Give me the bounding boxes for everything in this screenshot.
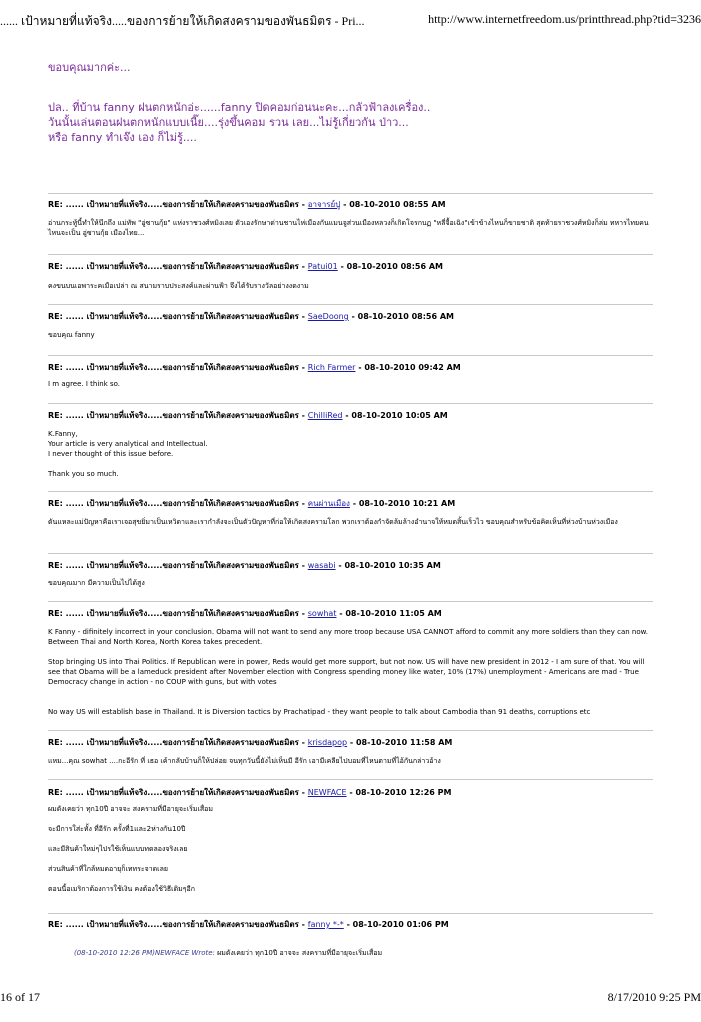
post-body [48,804,653,894]
post-body [48,218,653,238]
post-spacer [48,687,653,697]
post-thread-title: RE: ...... เป้าหมายที่แท้จริง.....ของการย้ายให้เกิดสงครามของพันธมิตร - [48,561,308,570]
post-author-link[interactable]: คนผ่านเมือง [307,499,350,508]
post-title [48,786,653,799]
page-title: ...... เป้าหมายที่แท้จริง.....ของการย้ายให้เกิดสงครามของพันธมิตร - Pri... [0,14,365,28]
post-text: จะมีการใส่ะทั้ง ที่อีรัก ครั้งที่1และ2ห่างกัน10ปี [48,825,186,833]
print-header [0,12,701,28]
post-body [48,756,653,766]
post-thread-title: RE: ...... เป้าหมายที่แท้จริง.....ของการย้ายให้เกิดสงครามของพันธมิตร - [48,609,308,618]
post-title [48,260,653,273]
post-text: แหม...คุณ sowhat ....กะอีรัก ที่ เธอ เค้ากลับบ้านก็ให้ปล่อย จนทุกวันนี้ยังไม่เห็นมี อีรัก เอามีเคลียไปบอมที่ไหนตามที่ไอ้กันกล่าวอ้าง [48,757,441,765]
quote-text: ผมดังเคยว่า ทุก10ปี อาจจะ สงครามที่มีอายุจะเริ่มเสื่อม [217,949,383,957]
post-date: - 08-10-2010 10:35 AM [335,561,441,570]
post-text: อ่านกระทู้นี้ทำให้นึกถึง แม่ทัพ "อู่ซานกุ้ย" แห่งราชวงศ์หมิงเลย ตัวเองรักษาด่านชานไห่เมืองกันแมนจูส่วนเมืองหลวงก็เกิดโจรกบฏ "หลี่จื้อเฉิง"เข้าข้างไหนก็ขายชาติ สุดท้ายราชวงศ์หมิงก็ล่ม ทหารไทยคนไหนจะเป็น อู่ซานกุ้ย เมืองไทย... [48,219,649,237]
post-title [48,736,653,749]
post-spacer [48,647,653,657]
post-divider [48,553,653,554]
post-body [48,578,653,588]
post-body [48,429,653,479]
post-author-link[interactable]: fanny *-* [307,920,344,929]
post-date: - 08-10-2010 10:05 AM [342,411,448,420]
post-divider [48,403,653,404]
post-text: Your article is very analytical and Intellectual. [48,440,208,448]
post-title [48,559,653,572]
post-thread-title: RE: ...... เป้าหมายที่แท้จริง.....ของการย้ายให้เกิดสงครามของพันธมิตร - [48,312,308,321]
page-number: 16 of 17 [0,990,40,1004]
post-divider [48,730,653,731]
post-thread-title: RE: ...... เป้าหมายที่แท้จริง.....ของการย้ายให้เกิดสงครามของพันธมิตร - [48,363,308,372]
post-text: No way US will establish base in Thailand. It is Diversion tactics by Prachatipad - they want people to talk about Cambodia than 91 deaths, corruptions etc [48,708,591,716]
post-author-link[interactable]: Patui01 [307,262,338,271]
post-title [48,198,653,211]
post-spacer [48,874,653,884]
post-thread-title: RE: ...... เป้าหมายที่แท้จริง.....ของการย้ายให้เกิดสงครามของพันธมิตร - [48,200,308,209]
post-body [48,627,653,717]
post-title [48,918,653,931]
post-author-link[interactable]: ChilliRed [307,411,343,420]
post-author-link[interactable]: Rich Farmer [307,363,356,372]
post-date: - 08-10-2010 12:26 PM [346,788,452,797]
post-divider [48,355,653,356]
post-body [48,517,653,527]
post-divider [48,193,653,194]
intro-thanks: ขอบคุณมากค่ะ... [48,61,131,74]
post-title [48,310,653,323]
post-date: - 08-10-2010 08:56 AM [348,312,454,321]
post-thread-title: RE: ...... เป้าหมายที่แท้จริง.....ของการย้ายให้เกิดสงครามของพันธมิตร - [48,920,308,929]
post-quote [74,948,654,959]
post-divider [48,601,653,602]
post-text: K.Fanny, [48,430,78,438]
post-divider [48,913,653,914]
post-date: - 08-10-2010 10:21 AM [349,499,456,508]
post-text: ดันแหละแม่ปัญหาคือเราเจอสุขยิ่มาเป็นเหวิดาและเรากำลังจะเป็นตัวปัญหาที่ก่อให้เกิดสงครามโลก พวกเราต้องกำจัดล้มล้างอำนาจให้หมดสิ้นเร็วไว ขอบคุณสำหรับข้อคิดเห็นที่ห่วงบ้านห่วงเมือง [48,518,618,526]
post-body [48,379,653,389]
post-author-link[interactable]: อาจารย์ปู [307,200,341,209]
post-text: ผมดังเคยว่า ทุก10ปี อาจจะ สงครามที่มีอายุจะเริ่มเสื่อม [48,805,213,813]
print-datetime: 8/17/2010 9:25 PM [607,990,701,1004]
post-text: ขอบคุณ fanny [48,331,95,339]
post-thread-title: RE: ...... เป้าหมายที่แท้จริง.....ของการย้ายให้เกิดสงครามของพันธมิตร - [48,738,308,747]
post-author-link[interactable]: wasabi [307,561,336,570]
post-author-link[interactable]: NEWFACE [307,788,347,797]
post-author-link[interactable]: krisdapop [307,738,348,747]
post-text: คงขนบนเอพาระคเมือเปล่า ณ สนามราบประสงค์และผ่านฟ้า จึงได้รับรางวัลอย่างงดงาม [48,282,309,290]
post-title [48,409,653,422]
post-author-link[interactable]: SaeDoong [307,312,349,321]
page-url: http://www.internetfreedom.us/printthread.php?tid=3236 [428,12,701,26]
post-text: และมีสินค้าใหม่ๆไปรใช้เห็นแบบทดลองจริงเลย [48,845,188,853]
post-text: I m agree. I think so. [48,380,121,388]
post-text: ขอบคุณมาก มีความเป็นไปได้สูง [48,579,145,587]
intro-line-4: หรือ fanny ทำเจ๊ง เอง ก็ไม่รู้.... [48,131,197,144]
post-divider [48,779,653,780]
post-title [48,361,653,374]
post-divider [48,254,653,255]
post-text: ตอนนี้อเมริกาต้องการใช้เงิน คงต้องใช้วิธีเดิมๆอีก [48,885,195,893]
intro-line-3: วันนั้นเล่นตอนฝนตกหนักแบบเนี๊ย....รุ่งขึ้นคอม รวน เลย...ไม่รู้เกี่ยวกัน ป่าว... [48,116,409,129]
print-footer [0,990,701,1006]
post-text: I never thought of this issue before. [48,450,174,458]
post-spacer [48,459,653,469]
post-title [48,607,653,620]
post-text: ส่วนสินค้าที่ใกล้หมดอายุก็เททระจาดเลย [48,865,168,873]
post-spacer [48,834,653,844]
intro-line-2: ปล.. ที่บ้าน fanny ฝนตกหนักอ่ะ......fanny ปิดคอมก่อนนะคะ...กลัวฟ้าลงเครื่อง.. [48,101,431,114]
post-text: Thank you so much. [48,470,119,478]
quote-header: (08-10-2010 12:26 PM)NEWFACE Wrote: [74,949,215,957]
post-date: - 08-10-2010 08:55 AM [340,200,446,209]
post-date: - 08-10-2010 11:05 AM [336,609,442,618]
post-spacer [48,854,653,864]
post-thread-title: RE: ...... เป้าหมายที่แท้จริง.....ของการย้ายให้เกิดสงครามของพันธมิตร - [48,411,308,420]
post-thread-title: RE: ...... เป้าหมายที่แท้จริง.....ของการย้ายให้เกิดสงครามของพันธมิตร - [48,262,308,271]
post-text: Stop bringing US into Thai Politics. If Republican were in power, Reds would get more support, but not now. US will have new president in 2012 - I am sure of that. You will see that Obama will be a lameduck president after November election with Congress spending money like water, 10% (17%) unemployment - Americans are mad - True Democracy change in action - no COUP with guns, but with votes [48,658,645,686]
post-date: - 08-10-2010 08:56 AM [337,262,443,271]
post-thread-title: RE: ...... เป้าหมายที่แท้จริง.....ของการย้ายให้เกิดสงครามของพันธมิตร - [48,788,308,797]
post-divider [48,304,653,305]
post-date: - 08-10-2010 11:58 AM [347,738,453,747]
post-body [48,330,653,340]
post-spacer [48,697,653,707]
post-text: K Fanny - difinitely incorrect in your conclusion. Obama will not want to send any more troop because USA CANNOT afford to commit any more soldiers than they can now. Between Thai and North Korea, North Korea takes precedent. [48,628,648,646]
post-author-link[interactable]: sowhat [307,609,337,618]
post-thread-title: RE: ...... เป้าหมายที่แท้จริง.....ของการย้ายให้เกิดสงครามของพันธมิตร - [48,499,308,508]
post-divider [48,491,653,492]
post-body [48,281,653,291]
post-date: - 08-10-2010 01:06 PM [343,920,449,929]
post-title [48,497,653,510]
post-date: - 08-10-2010 09:42 AM [355,363,461,372]
post-spacer [48,814,653,824]
